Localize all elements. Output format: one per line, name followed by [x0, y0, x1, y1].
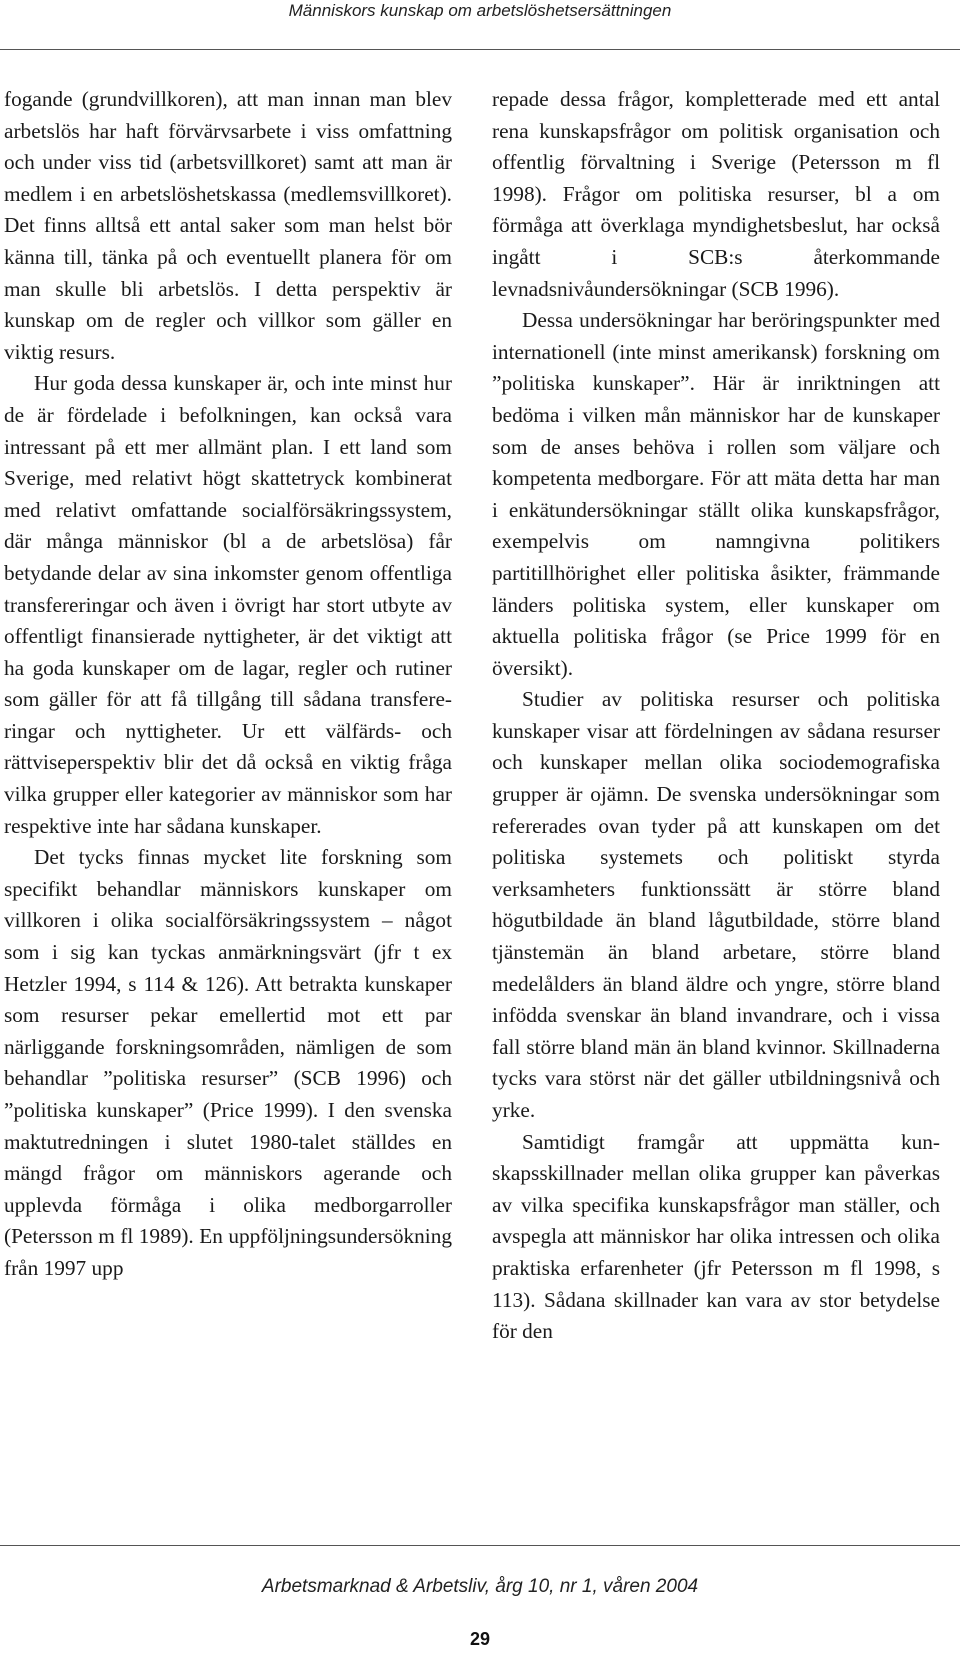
paragraph: Hur goda dessa kunskaper är, och inte minst hur de är fördelade i befolkningen, kan också vara intressant på ett mer allmänt plan. I ett land som Sverige, med relativt högt skattetryck kombinerat med relativt omfattande socialförsäkringssystem, där många människor (bl a de arbetslösa) får betydande delar av sina inkomster genom offentliga transfereringar och även i övrigt har stort utbyte av offentligt finansierade nyttigheter, är det viktigt att ha goda kunskaper om de lagar, regler och rutiner som gäller för att få tillgång till sådana transfereringar och nyttigheter. Ur ett välfärds- och rättviseperspektiv blir det då också en viktig fråga vilka grupper eller kategorier av människor som har respektive inte har sådana kunskaper.: [4, 371, 452, 838]
paragraph: repade dessa frågor, kompletterade med ett antal rena kunskapsfrågor om politisk organisation och offentlig förvaltning i Sverige (Petersson m fl 1998). Frågor om politiska resurser, bl a om förmåga att överklaga myndighetsbeslut, har också ingått i SCB:s återkommande levnadsnivåundersökningar (SCB 1996).: [492, 87, 940, 301]
paragraph: Det tycks finnas mycket lite forskning som specifikt behandlar människors kunskaper om villkoren i olika socialförsäkringssystem – något som i sig kan tyckas anmärkningsvärt (jfr t ex Hetzler 1994, s 114 & 126). Att betrakta kunskaper som resurser pekar emellertid mot ett par närliggande forskningsområden, nämligen de som behandlar ”politiska resurser” (SCB 1996) och ”politiska kunskaper” (Price 1999). I den svenska maktutredningen i slutet 1980-talet ställdes en mängd frågor om människors agerande och upplevda förmåga i olika medborgarroller (Petersson m fl 1989). En uppföljningsundersökning från 1997 upp: [4, 845, 452, 1280]
paragraph: Dessa undersökningar har beröringspunkter med internationell (inte minst amerikansk) forskning om ”politiska kunskaper”. Här är inriktningen att bedöma i vilken mån människor har de kunskaper som de anses behöva i rollen som väljare och kompetenta medborgare. För att mäta detta har man i enkätundersökningar ställt olika kunskapsfrågor, exempelvis om namngivna politikers partitillhörighet eller politiska åsikter, främmande länders politiska system, eller kunskaper om aktuella politiska frågor (se Price 1999 för en översikt).: [492, 308, 940, 680]
footer-rule: [0, 1545, 960, 1546]
paragraph: Samtidigt framgår att uppmätta kunskapsskillnader mellan olika grupper kan påverkas av vilka specifika kunskapsfrågor man ställer, och avspegla att människor har olika intressen och olika praktiska erfarenheter (jfr Petersson m fl 1998, s 113). Sådana skillnader kan vara av stor betydelse för den: [492, 1129, 940, 1344]
journal-footer: Arbetsmarknad & Arbetsliv, årg 10, nr 1, våren 2004: [261, 1576, 699, 1597]
left-column: [4, 84, 452, 1285]
header-rule: [0, 49, 960, 50]
page-number: 29: [469, 1629, 491, 1649]
running-header: Människors kunskap om arbetslöshetsersättningen: [288, 1, 672, 20]
right-column: [492, 84, 940, 1348]
paragraph: Studier av politiska resurser och politiska kunskaper visar att fördelningen av sådana resurser och kunskaper mellan olika sociodemografiska grupper är ojämn. De svenska undersökningar som refererades ovan tyder på att kunskapen om det politiska systemets och politiskt styrda verksamheters funktionssätt är större bland högutbildade än bland lågutbildade, större bland tjänstemän än bland arbetare, större bland medelålders än bland äldre och yngre, större bland infödda svenskar än bland invandrare, och i vissa fall större bland män än bland kvinnor. Skillnaderna tycks vara störst när det gäller utbildningsnivå och yrke.: [492, 687, 940, 1122]
paragraph: fogande (grundvillkoren), att man innan man blev arbetslös har haft förvärvsarbete i viss omfattning och under viss tid (arbetsvillkoret) samt att man är medlem i en arbetslöshetskassa (medlemsvillkoret). Det finns alltså ett antal saker som man helst bör känna till, tänka på och eventuellt planera för om man skulle bli arbetslös. I detta perspektiv är kunskap om de regler och villkor som gäller en viktig resurs.: [4, 87, 452, 364]
